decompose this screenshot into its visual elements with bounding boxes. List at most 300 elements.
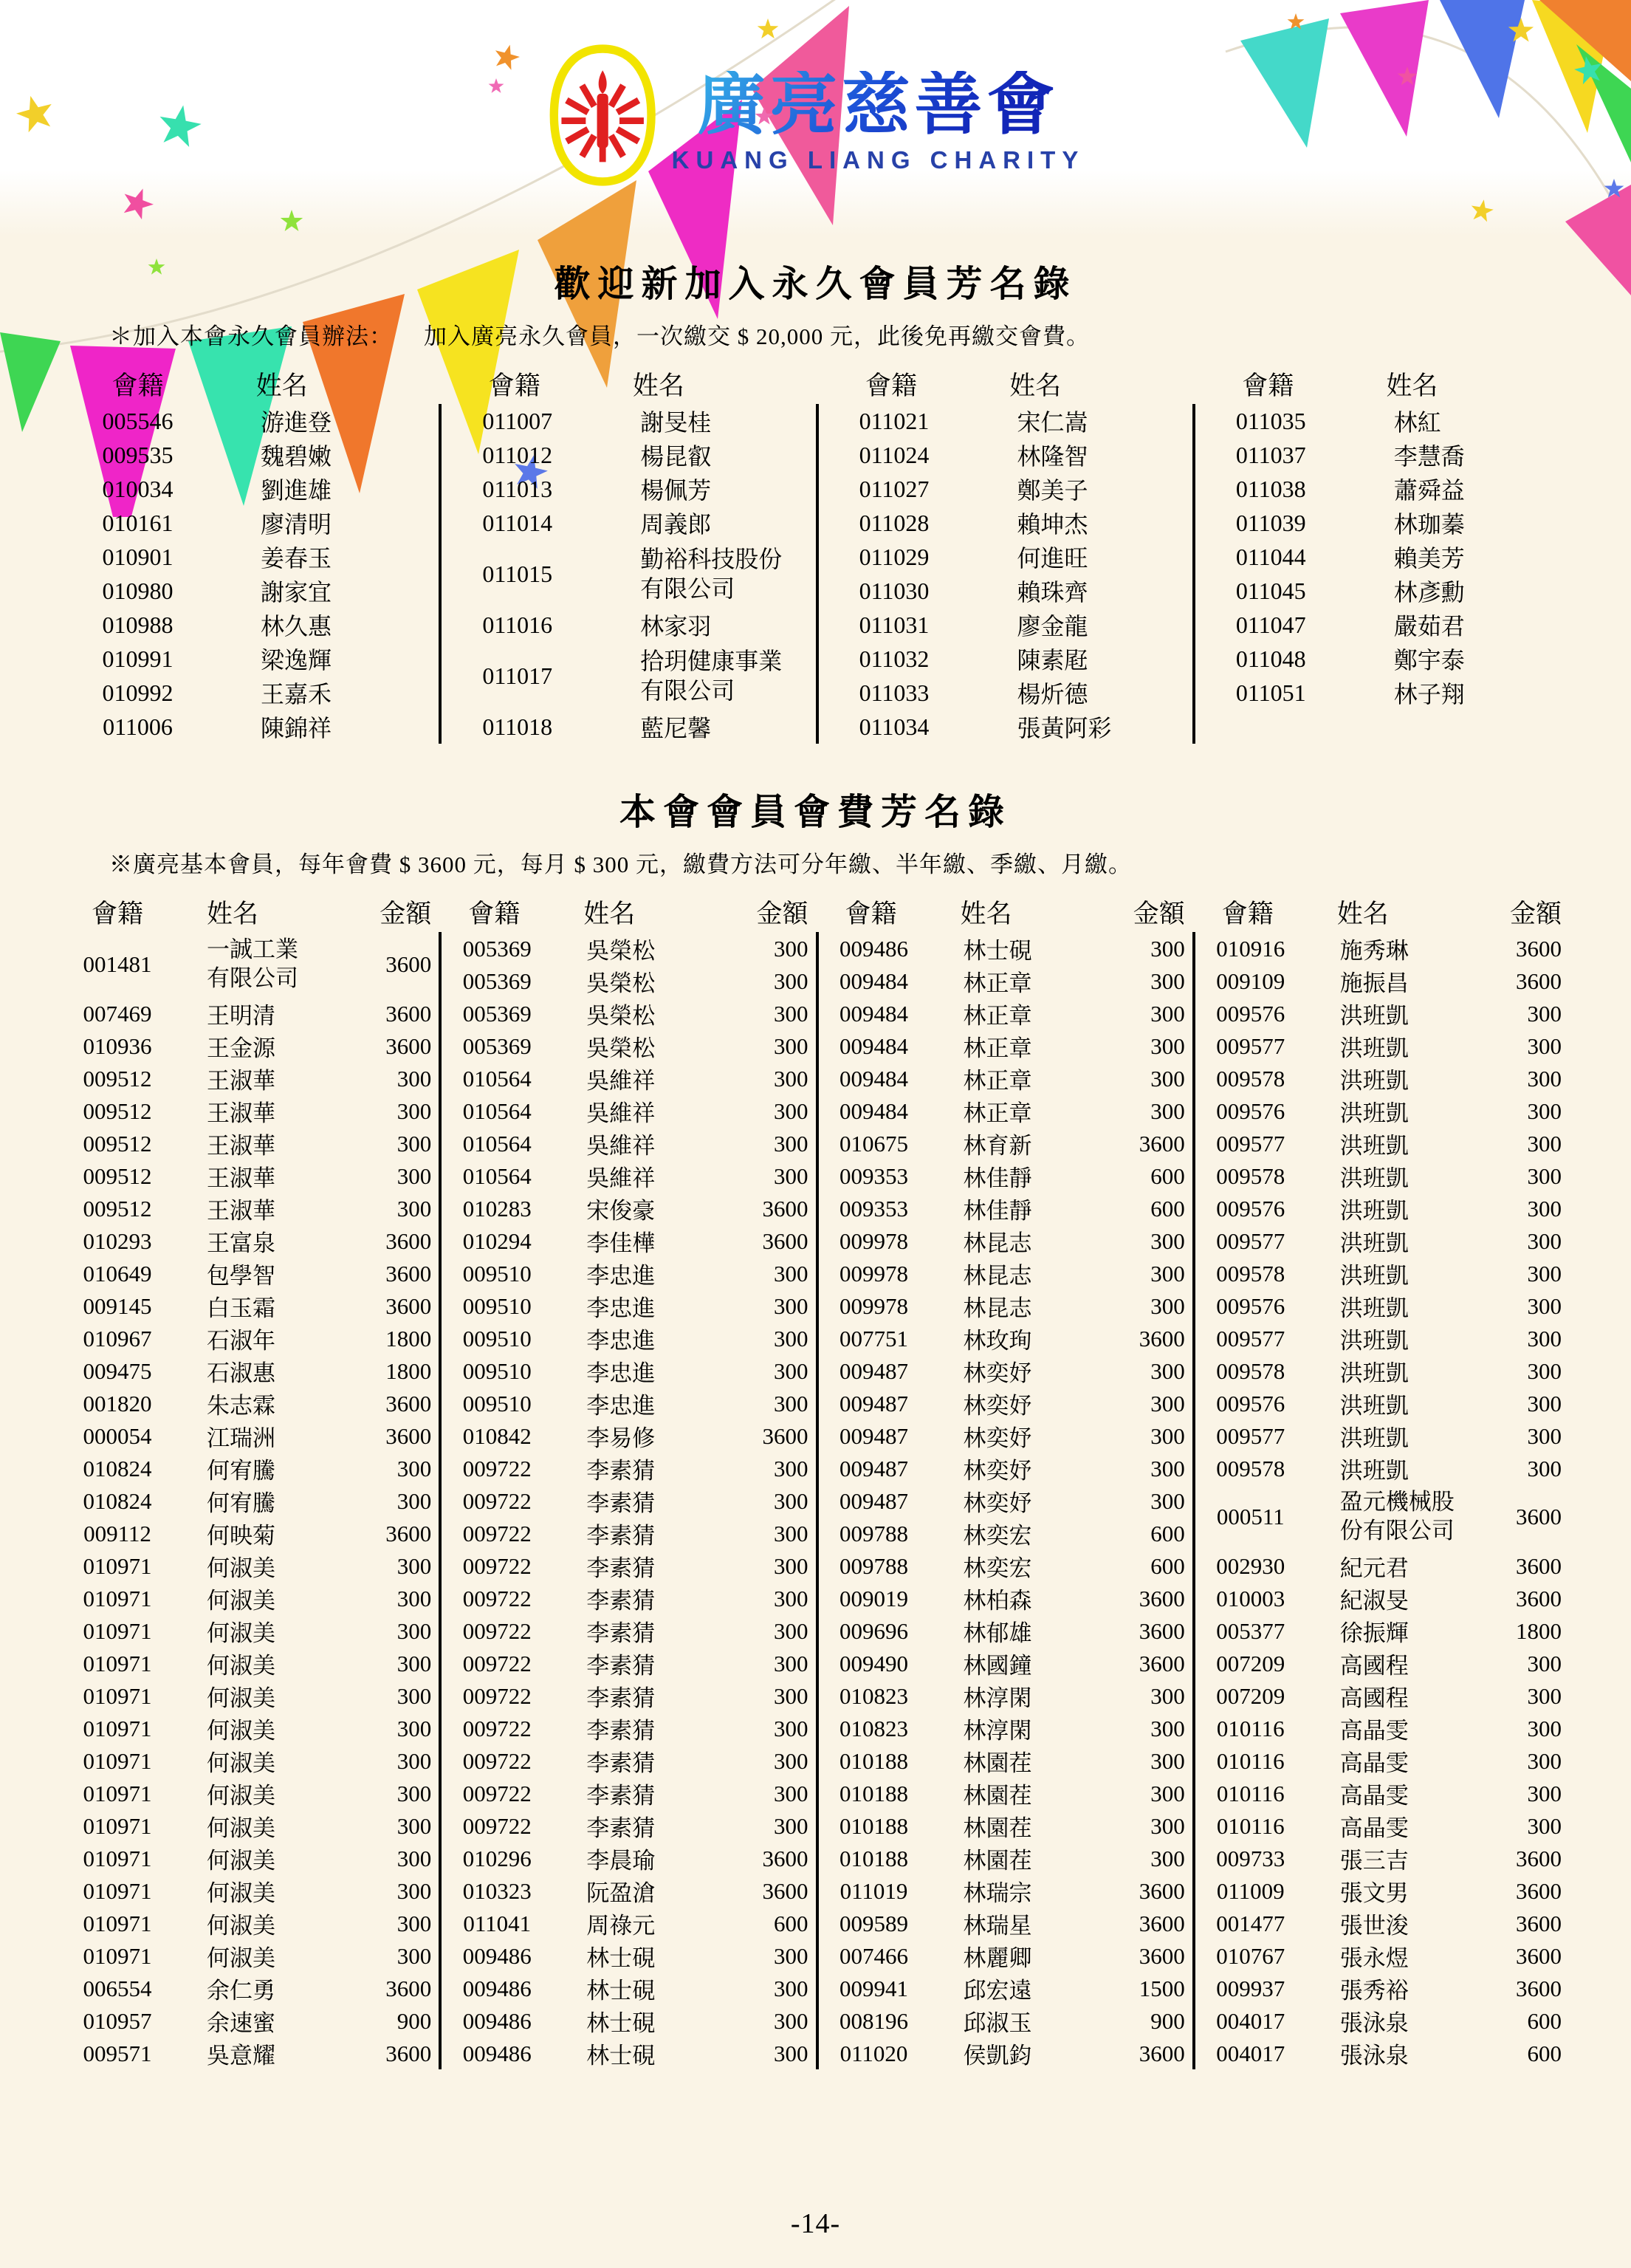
table-row [62, 1354, 439, 1387]
member-id: 011027 [859, 475, 930, 502]
member-name: 王富泉 [207, 1230, 275, 1256]
table-row [62, 1679, 439, 1712]
member-id: 011017 [482, 662, 553, 689]
member-id: 011009 [1216, 1877, 1285, 1904]
member-id: 009722 [462, 1812, 532, 1839]
table-header-row [816, 892, 1192, 932]
member-amount: 300 [1527, 1195, 1562, 1222]
member-id: 011041 [463, 1910, 532, 1936]
member-name: 何淑美 [207, 1848, 275, 1874]
table-row [442, 472, 815, 506]
table-row [62, 608, 439, 642]
member-id: 009722 [462, 1455, 532, 1481]
member-id: 010116 [1216, 1812, 1285, 1839]
member-id: 011032 [859, 645, 930, 672]
member-name: 侯凱鈞 [963, 2043, 1032, 2069]
table-row [1195, 472, 1569, 506]
member-name: 盈元機械股 份有限公司 [1339, 1489, 1455, 1544]
table-row [62, 1549, 439, 1582]
member-id: 011045 [1235, 577, 1306, 604]
member-amount: 300 [774, 1260, 808, 1287]
member-name: 林郁雄 [963, 1620, 1032, 1646]
table-rows [439, 932, 815, 2069]
table-row [442, 608, 815, 642]
table-row [819, 642, 1192, 676]
member-amount: 300 [774, 1747, 808, 1774]
table-header-row [816, 364, 1192, 404]
member-id: 009978 [839, 1227, 908, 1254]
member-id: 010116 [1216, 1715, 1285, 1741]
table-row [1195, 932, 1569, 965]
member-id: 007751 [839, 1325, 908, 1351]
member-id: 009571 [83, 2040, 152, 2066]
member-amount: 300 [396, 1455, 432, 1481]
member-id: 005369 [462, 1000, 532, 1027]
member-amount: 3600 [1516, 1942, 1562, 1969]
member-id: 009510 [462, 1357, 532, 1384]
member-amount: 300 [1527, 1260, 1562, 1287]
table-row [1195, 438, 1569, 472]
member-name: 李佳樺 [586, 1230, 656, 1256]
member-id: 011035 [1235, 407, 1306, 434]
table-row [819, 1712, 1192, 1744]
member-id: 009577 [1216, 1130, 1285, 1157]
section1-note-body: 加入廣亮永久會員，一次繳交 $ 20,000 元，此後免再繳交會費。 [424, 323, 1090, 349]
member-name: 石淑惠 [207, 1360, 275, 1386]
member-id: 010971 [83, 1845, 152, 1871]
member-name: 謝旻桂 [640, 409, 712, 436]
member-id: 009535 [102, 441, 174, 468]
member-id: 009484 [839, 1032, 908, 1059]
table-row [1195, 1094, 1569, 1127]
section2-note: ※廣亮基本會員，每年會費 $ 3600 元，每月 $ 300 元，繳費方法可分年繳、半年繳、季繳、月繳。 [109, 852, 1132, 877]
member-amount: 300 [1150, 1227, 1185, 1254]
member-name: 包學智 [207, 1263, 275, 1289]
member-name: 林瑞宗 [963, 1880, 1032, 1906]
table-row [62, 1452, 439, 1484]
member-id: 011029 [859, 543, 930, 570]
table-row [442, 1289, 815, 1322]
member-amount: 300 [1527, 1455, 1562, 1481]
member-name: 林園茬 [963, 1815, 1032, 1841]
table-row [62, 710, 439, 744]
member-id: 001820 [83, 1390, 152, 1416]
member-name: 魏碧嫩 [261, 443, 332, 470]
table-column-group [1192, 892, 1569, 2069]
table-row [62, 1419, 439, 1452]
member-amount: 3600 [1139, 2040, 1185, 2066]
member-id: 009486 [462, 1975, 532, 2001]
table-row [62, 404, 439, 438]
member-id: 009353 [839, 1195, 908, 1222]
member-amount: 300 [1150, 1357, 1185, 1384]
table-row [62, 932, 439, 997]
member-amount: 300 [774, 2007, 808, 2034]
member-id: 010971 [83, 1780, 152, 1806]
member-id: 009486 [839, 935, 908, 962]
member-amount: 300 [1527, 1325, 1562, 1351]
member-name: 林珈蓁 [1393, 511, 1465, 538]
member-amount: 300 [774, 1162, 808, 1189]
table-rows [816, 932, 1192, 2069]
table-row [442, 1224, 815, 1257]
header-member-id: 會籍 [845, 900, 897, 928]
table-header-row [1192, 892, 1569, 932]
logo-texts [672, 43, 1085, 174]
member-id: 011044 [1235, 543, 1306, 570]
member-amount: 300 [774, 1617, 808, 1644]
member-name: 吳榮松 [586, 1035, 656, 1061]
member-id: 009512 [83, 1130, 152, 1157]
member-amount: 300 [1527, 1812, 1562, 1839]
member-id: 011020 [839, 2040, 908, 2066]
member-amount: 300 [774, 1975, 808, 2001]
member-name: 白玉霜 [207, 1295, 275, 1321]
member-name: 李素猜 [586, 1588, 656, 1614]
table-row [62, 1257, 439, 1289]
table-column-group [62, 892, 439, 2069]
member-name: 李素猜 [586, 1653, 656, 1679]
member-name: 王明清 [207, 1003, 275, 1029]
member-name: 李素猜 [586, 1523, 656, 1549]
member-id: 010971 [83, 1942, 152, 1969]
member-name: 徐振輝 [1339, 1620, 1409, 1646]
table-row [819, 676, 1192, 710]
member-amount: 3600 [1516, 1504, 1562, 1529]
header-amount: 金額 [1133, 900, 1185, 928]
table-row [819, 608, 1192, 642]
member-name: 林士硯 [586, 2043, 656, 2069]
member-amount: 300 [396, 1877, 432, 1904]
table-row [442, 1127, 815, 1159]
member-id: 010901 [102, 543, 174, 570]
member-id: 010116 [1216, 1780, 1285, 1806]
table-row [442, 1939, 815, 1972]
table-row [1195, 1647, 1569, 1679]
member-name: 楊昆叡 [640, 443, 712, 470]
member-id: 009937 [1216, 1975, 1285, 2001]
member-amount: 300 [774, 1715, 808, 1741]
member-amount: 300 [1527, 1097, 1562, 1124]
member-id: 011007 [482, 407, 553, 434]
member-amount: 3600 [1516, 1877, 1562, 1904]
member-name: 李晨瑜 [586, 1848, 656, 1874]
table-row [819, 506, 1192, 540]
member-id: 009487 [839, 1422, 908, 1449]
member-name: 吳維祥 [586, 1068, 656, 1094]
member-id: 010116 [1216, 1747, 1285, 1774]
section1-note-prefix: ＊加入本會永久會員辦法： [109, 323, 393, 349]
table-row [1195, 1582, 1569, 1614]
member-id: 010971 [83, 1877, 152, 1904]
member-name: 李素猜 [586, 1750, 656, 1776]
member-id: 007209 [1216, 1650, 1285, 1676]
member-id: 010564 [462, 1097, 532, 1124]
member-amount: 300 [1527, 1227, 1562, 1254]
table-row [819, 997, 1192, 1029]
member-amount: 300 [396, 1552, 432, 1579]
table-row [819, 2004, 1192, 2037]
member-name: 林正章 [963, 1035, 1032, 1061]
member-name: 謝家宜 [261, 579, 332, 606]
table-row [1195, 997, 1569, 1029]
member-id: 010767 [1216, 1942, 1285, 1969]
table-row [819, 1452, 1192, 1484]
member-id: 004017 [1216, 2040, 1285, 2066]
member-name: 林園茬 [963, 1783, 1032, 1809]
member-id: 009019 [839, 1585, 908, 1611]
table-row [1195, 1939, 1569, 1972]
table-row [1195, 1679, 1569, 1712]
org-name-en: KUANG LIANG CHARITY [671, 146, 1085, 174]
table-row [442, 1777, 815, 1809]
member-name: 林奕宏 [963, 1523, 1032, 1549]
member-id: 009484 [839, 1097, 908, 1124]
member-amount: 3600 [385, 1422, 432, 1449]
member-amount: 300 [396, 1845, 432, 1871]
table-row [62, 1029, 439, 1062]
member-id: 009722 [462, 1585, 532, 1611]
table-row [442, 1484, 815, 1517]
member-amount: 300 [1527, 1422, 1562, 1449]
member-name: 吳維祥 [586, 1100, 656, 1126]
member-amount: 300 [1150, 1065, 1185, 1092]
member-id: 009978 [839, 1260, 908, 1287]
member-name: 林奕妤 [963, 1360, 1032, 1386]
table-row [62, 997, 439, 1029]
table-row [819, 1289, 1192, 1322]
table-row [442, 540, 815, 608]
table-row [62, 1939, 439, 1972]
member-amount: 3600 [1516, 1585, 1562, 1611]
table-row [1195, 1224, 1569, 1257]
table-row [819, 1679, 1192, 1712]
table-row [442, 1159, 815, 1192]
member-name: 王淑華 [207, 1100, 275, 1126]
member-amount: 300 [774, 1812, 808, 1839]
table-row [1195, 1127, 1569, 1159]
section2-title: 本會會員會費芳名錄 [619, 792, 1012, 832]
member-name: 林正章 [963, 1068, 1032, 1094]
table-row [819, 1062, 1192, 1094]
member-name: 賴坤杰 [1017, 511, 1088, 538]
member-name: 余仁勇 [207, 1978, 275, 2004]
member-name: 施秀琳 [1339, 938, 1409, 964]
table-row [1195, 1062, 1569, 1094]
table-row [819, 1224, 1192, 1257]
member-amount: 3600 [1139, 1585, 1185, 1611]
table-column-group [1192, 364, 1569, 744]
member-id: 010323 [462, 1877, 532, 1904]
member-amount: 900 [1150, 2007, 1185, 2034]
member-name: 吳維祥 [586, 1133, 656, 1159]
member-name: 高晶雯 [1339, 1783, 1409, 1809]
header-member-id: 會籍 [91, 900, 143, 928]
member-name: 林正章 [963, 1100, 1032, 1126]
member-name: 李易修 [586, 1425, 656, 1451]
member-name: 宋俊豪 [586, 1198, 656, 1224]
member-id: 011016 [482, 611, 553, 638]
member-id: 009486 [462, 2007, 532, 2034]
member-amount: 3600 [1516, 1910, 1562, 1936]
table-row [1195, 1159, 1569, 1192]
member-name: 賴美芳 [1393, 545, 1465, 572]
member-amount: 600 [774, 1910, 808, 1936]
member-name: 洪班凱 [1339, 1360, 1409, 1386]
member-name: 林育新 [963, 1133, 1032, 1159]
member-id: 011031 [859, 611, 930, 638]
table-row [819, 932, 1192, 965]
member-id: 009475 [83, 1357, 152, 1384]
table-row [442, 1972, 815, 2004]
member-name: 洪班凱 [1339, 1263, 1409, 1289]
member-name: 李素猜 [586, 1458, 656, 1484]
member-name: 林園茬 [963, 1750, 1032, 1776]
table-row [1195, 676, 1569, 710]
member-name: 紀元君 [1339, 1555, 1409, 1581]
member-name: 蕭舜益 [1393, 477, 1465, 504]
table-row [62, 1289, 439, 1322]
member-id: 007469 [83, 1000, 152, 1027]
table-row [1195, 1322, 1569, 1354]
member-name: 梁逸輝 [261, 647, 332, 674]
member-amount: 300 [1527, 1032, 1562, 1059]
member-id: 009722 [462, 1747, 532, 1774]
membership-fees-table [62, 892, 1569, 2069]
member-name: 張世浚 [1339, 1913, 1409, 1939]
member-id: 010188 [839, 1780, 908, 1806]
member-id: 011030 [859, 577, 930, 604]
member-id: 011051 [1235, 679, 1306, 706]
member-amount: 300 [1150, 1747, 1185, 1774]
member-id: 009722 [462, 1520, 532, 1546]
header-member-name: 姓名 [960, 900, 1012, 928]
table-row [1195, 1192, 1569, 1224]
member-id: 010161 [102, 509, 174, 536]
header-member-name: 姓名 [1336, 900, 1389, 928]
member-id: 005546 [102, 407, 174, 434]
member-id: 009490 [839, 1650, 908, 1676]
table-row [819, 1842, 1192, 1874]
member-name: 陳素屘 [1017, 647, 1088, 674]
table-row [1195, 1419, 1569, 1452]
member-id: 010294 [462, 1227, 532, 1254]
member-id: 010992 [102, 679, 174, 706]
member-id: 009722 [462, 1682, 532, 1709]
member-name: 林奕妤 [963, 1458, 1032, 1484]
member-id: 010842 [462, 1422, 532, 1449]
member-id: 009510 [462, 1292, 532, 1319]
member-name: 洪班凱 [1339, 1393, 1409, 1419]
table-column-group [439, 892, 815, 2069]
member-id: 009788 [839, 1520, 908, 1546]
member-id: 009576 [1216, 1390, 1285, 1416]
member-id: 007209 [1216, 1682, 1285, 1709]
member-name: 李忠進 [586, 1328, 656, 1354]
member-amount: 300 [1150, 1032, 1185, 1059]
member-name: 洪班凱 [1339, 1100, 1409, 1126]
member-amount: 300 [774, 1455, 808, 1481]
table-row [442, 506, 815, 540]
member-amount: 600 [1150, 1195, 1185, 1222]
member-id: 001477 [1216, 1910, 1285, 1936]
table-row [819, 1484, 1192, 1517]
member-id: 009578 [1216, 1357, 1285, 1384]
header-member-name: 姓名 [632, 371, 684, 400]
table-row [442, 997, 815, 1029]
table-row [1195, 608, 1569, 642]
member-name: 楊佩芳 [640, 477, 712, 504]
member-amount: 300 [1150, 1715, 1185, 1741]
member-id: 011048 [1235, 645, 1306, 672]
table-row [1195, 1484, 1569, 1549]
member-amount: 3600 [1516, 1975, 1562, 2001]
member-id: 010188 [839, 1845, 908, 1871]
table-rows [439, 404, 815, 744]
member-amount: 300 [396, 1812, 432, 1839]
member-amount: 300 [1527, 1130, 1562, 1157]
table-row [62, 642, 439, 676]
member-id: 010188 [839, 1747, 908, 1774]
member-name: 周祿元 [586, 1913, 656, 1939]
table-row [1195, 1809, 1569, 1842]
member-id: 000054 [83, 1422, 152, 1449]
table-row [62, 1192, 439, 1224]
member-name: 吳維祥 [586, 1165, 656, 1191]
table-row [819, 2037, 1192, 2069]
member-id: 009788 [839, 1552, 908, 1579]
member-id: 011034 [859, 713, 930, 740]
member-name: 何淑美 [207, 1555, 275, 1581]
member-id: 010991 [102, 645, 174, 672]
table-row [62, 1159, 439, 1192]
member-amount: 300 [774, 1032, 808, 1059]
table-row [442, 965, 815, 997]
table-row [442, 1257, 815, 1289]
table-row [442, 1192, 815, 1224]
member-id: 010971 [83, 1552, 152, 1579]
member-id: 009941 [839, 1975, 908, 2001]
member-name: 高國程 [1339, 1685, 1409, 1711]
table-row [819, 1874, 1192, 1907]
table-row [1195, 642, 1569, 676]
member-amount: 600 [1150, 1162, 1185, 1189]
section1-note [109, 318, 1631, 351]
member-name: 王淑華 [207, 1133, 275, 1159]
table-row [1195, 1972, 1569, 2004]
member-amount: 300 [1150, 967, 1185, 994]
header-member-id: 會籍 [865, 371, 917, 400]
member-amount: 300 [1150, 1780, 1185, 1806]
member-name: 李素猜 [586, 1490, 656, 1516]
table-row [442, 1614, 815, 1647]
member-id: 001481 [83, 951, 152, 977]
member-name: 林彥勳 [1393, 579, 1465, 606]
member-id: 009487 [839, 1487, 908, 1514]
member-name: 李素猜 [586, 1685, 656, 1711]
table-row [442, 1517, 815, 1549]
member-name: 阮盈滄 [586, 1880, 656, 1906]
member-name: 何淑美 [207, 1913, 275, 1939]
member-name: 林士硯 [586, 1978, 656, 2004]
member-amount: 1500 [1139, 1975, 1185, 2001]
table-row [62, 1517, 439, 1549]
member-id: 009733 [1216, 1845, 1285, 1871]
member-name: 嚴茹君 [1393, 613, 1465, 640]
member-id: 010034 [102, 475, 174, 502]
member-amount: 300 [396, 1942, 432, 1969]
table-row [62, 1777, 439, 1809]
